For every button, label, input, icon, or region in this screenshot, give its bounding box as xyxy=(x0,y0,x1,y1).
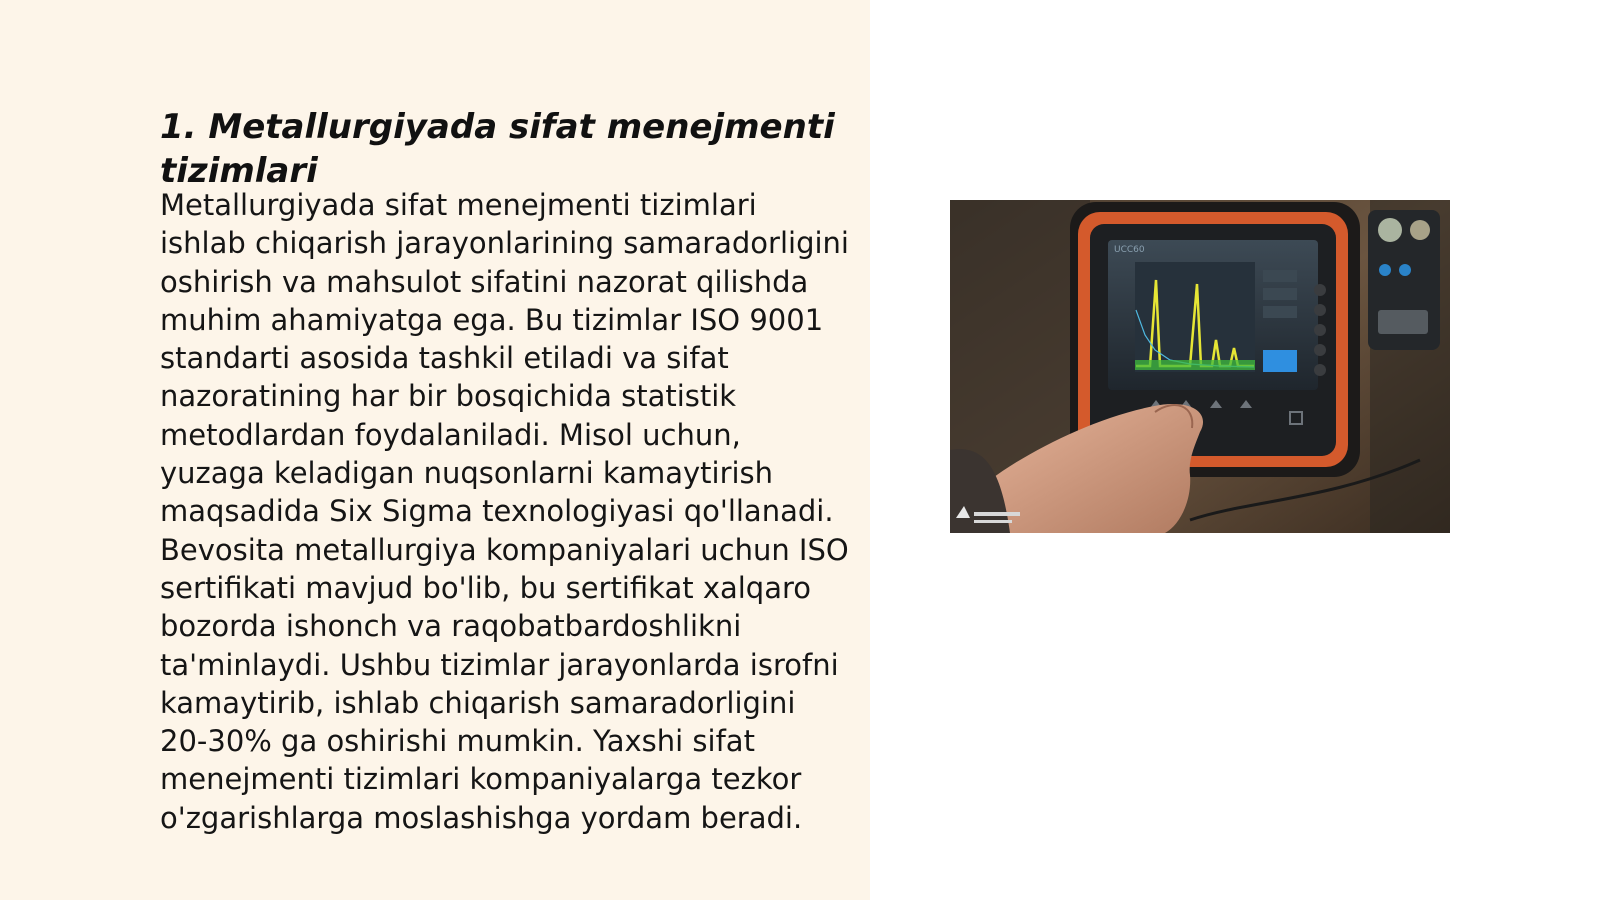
photo-illustration xyxy=(950,200,1450,533)
ultrasonic-flaw-detector-photo xyxy=(950,200,1450,533)
slide-body-text: Metallurgiyada sifat menejmenti tizimlari ishlab chiqarish jarayonlarining samaradorligini oshirish va mahsulot sifatini nazorat qilishda muhim ahamiyatga ega. Bu tizimlar ISO 9001 standarti asosida tashkil etiladi va sifat nazoratining har bir bosqichida statistik metodlardan foydalaniladi. Misol uchun, yuzaga keladigan nuqsonlarni kamaytirish maqsadida Six Sigma texnologiyasi qo'llanadi. Bevosita metallurgiya kompaniyalari uchun ISO sertifikati mavjud bo'lib, bu sertifikat xalqaro bozorda ishonch va raqobatbardoshlikni ta'minlaydi. Ushbu tizimlar jarayonlarda isrofni kamaytirib, ishlab chiqarish samaradorligini 20-30% ga oshirishi mumkin. Yaxshi sifat menejmenti tizimlari kompaniyalarga tezkor o'zgarishlarga moslashishga yordam beradi. xyxy=(160,188,849,835)
slide-title: 1. Metallurgiyada sifat menejmenti tizimlari xyxy=(160,107,835,191)
svg-text:UCC60: UCC60 xyxy=(1114,245,1145,255)
